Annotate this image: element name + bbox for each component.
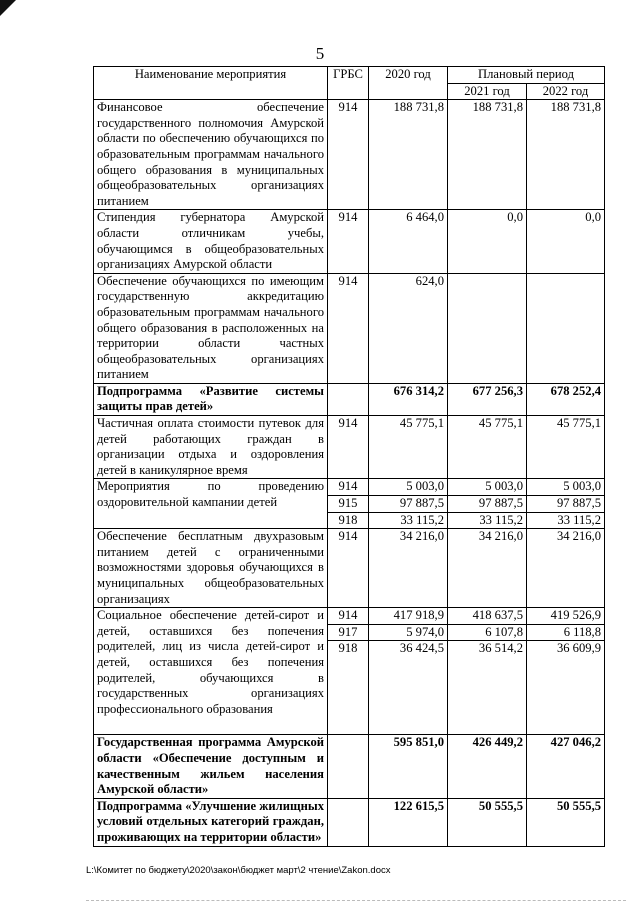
row-2021: 418 637,5 — [448, 608, 527, 625]
row-2020: 624,0 — [369, 273, 448, 383]
row-2022: 678 252,4 — [527, 383, 605, 415]
header-2021: 2021 год — [448, 83, 527, 100]
row-2021: 677 256,3 — [448, 383, 527, 415]
row-2020: 34 216,0 — [369, 529, 448, 608]
table-row — [94, 210, 605, 273]
table-row-subprogram — [94, 798, 605, 846]
row-2022: 5 003,0 — [527, 479, 605, 496]
table-row-program — [94, 735, 605, 798]
row-2020: 188 731,8 — [369, 100, 448, 210]
row-name: Государственная программа Амурской области «Обеспечение доступным и качественным жильем населения Амурской области» — [94, 735, 328, 798]
row-2021: 34 216,0 — [448, 529, 527, 608]
row-2021: 36 514,2 — [448, 641, 527, 735]
row-grbs: 914 — [328, 210, 369, 273]
row-2020: 417 918,9 — [369, 608, 448, 625]
row-2021: 33 115,2 — [448, 512, 527, 529]
table-row — [94, 608, 605, 625]
row-2021: 45 775,1 — [448, 416, 527, 479]
row-name: Подпрограмма «Улучшение жилищных условий отдельных категорий граждан, проживающих на территории области» — [94, 798, 328, 846]
row-2021: 50 555,5 — [448, 798, 527, 846]
row-grbs: 915 — [328, 496, 369, 513]
row-grbs — [328, 735, 369, 798]
row-2022: 33 115,2 — [527, 512, 605, 529]
header-2020: 2020 год — [369, 67, 448, 100]
row-2020: 595 851,0 — [369, 735, 448, 798]
table-row — [94, 479, 605, 496]
row-2022: 34 216,0 — [527, 529, 605, 608]
header-name: Наименование мероприятия — [94, 67, 328, 100]
row-2022: 188 731,8 — [527, 100, 605, 210]
table-row — [94, 273, 605, 383]
row-grbs: 914 — [328, 479, 369, 496]
file-path-footer: L:\Комитет по бюджету\2020\закон\бюджет март\2 чтение\Zakon.docx — [86, 865, 391, 876]
row-grbs — [328, 383, 369, 415]
table-row — [94, 100, 605, 210]
row-name: Мероприятия по проведению оздоровительной кампании детей — [94, 479, 328, 529]
row-2022: 6 118,8 — [527, 624, 605, 641]
page-bottom-edge — [86, 900, 626, 901]
row-name: Стипендия губернатора Амурской области отличникам учебы, обучающимся в общеобразовательных организациях Амурской области — [94, 210, 328, 273]
row-2022: 419 526,9 — [527, 608, 605, 625]
header-planned-period: Плановый период — [448, 67, 605, 84]
row-name: Подпрограмма «Развитие системы защиты прав детей» — [94, 383, 328, 415]
row-grbs: 914 — [328, 529, 369, 608]
table-row — [94, 416, 605, 479]
row-grbs: 918 — [328, 512, 369, 529]
row-2020: 5 974,0 — [369, 624, 448, 641]
header-grbs: ГРБС — [328, 67, 369, 100]
row-grbs: 914 — [328, 608, 369, 625]
row-2021: 0,0 — [448, 210, 527, 273]
header-2022: 2022 год — [527, 83, 605, 100]
table-row-subprogram — [94, 383, 605, 415]
row-2020: 5 003,0 — [369, 479, 448, 496]
row-2020: 676 314,2 — [369, 383, 448, 415]
row-name: Обеспечение обучающихся по имеющим государственную аккредитацию образовательным программам начального общего образования в расположенных на территории области частных общеобразовательных организациях питанием — [94, 273, 328, 383]
row-2021: 6 107,8 — [448, 624, 527, 641]
row-grbs — [328, 798, 369, 846]
row-2022: 50 555,5 — [527, 798, 605, 846]
row-2021: 5 003,0 — [448, 479, 527, 496]
row-2022: 97 887,5 — [527, 496, 605, 513]
row-name: Обеспечение бесплатным двухразовым питанием детей с ограниченными возможностями здоровья обучающихся в муниципальных общеобразовательных организациях — [94, 529, 328, 608]
row-2022: 0,0 — [527, 210, 605, 273]
table-row — [94, 529, 605, 608]
row-name: Частичная оплата стоимости путевок для детей работающих граждан в организации отдыха и оздоровления детей в каникулярное время — [94, 416, 328, 479]
page-number: 5 — [315, 44, 325, 63]
row-2020: 122 615,5 — [369, 798, 448, 846]
row-2022: 427 046,2 — [527, 735, 605, 798]
budget-table — [93, 66, 605, 847]
row-2021 — [448, 273, 527, 383]
row-2020: 6 464,0 — [369, 210, 448, 273]
row-2022: 36 609,9 — [527, 641, 605, 735]
row-2021: 188 731,8 — [448, 100, 527, 210]
row-grbs: 914 — [328, 273, 369, 383]
row-2022: 45 775,1 — [527, 416, 605, 479]
row-2020: 45 775,1 — [369, 416, 448, 479]
row-2020: 36 424,5 — [369, 641, 448, 735]
row-grbs: 914 — [328, 416, 369, 479]
row-name: Социальное обеспечение детей-сирот и детей, оставшихся без попечения родителей, лиц из числа детей-сирот и детей, оставшихся без попечения родителей, обучающихся в государственных организациях профессионального образования — [94, 608, 328, 735]
scan-corner-mark — [0, 0, 16, 16]
row-2021: 426 449,2 — [448, 735, 527, 798]
row-2022 — [527, 273, 605, 383]
row-name: Финансовое обеспечение государственного полномочия Амурской области по обеспечению обучающихся по образовательным программам начального общего образования в муниципальных общеобразовательных организациях питанием — [94, 100, 328, 210]
row-grbs: 914 — [328, 100, 369, 210]
row-2020: 33 115,2 — [369, 512, 448, 529]
row-grbs: 918 — [328, 641, 369, 735]
row-2020: 97 887,5 — [369, 496, 448, 513]
row-2021: 97 887,5 — [448, 496, 527, 513]
row-grbs: 917 — [328, 624, 369, 641]
